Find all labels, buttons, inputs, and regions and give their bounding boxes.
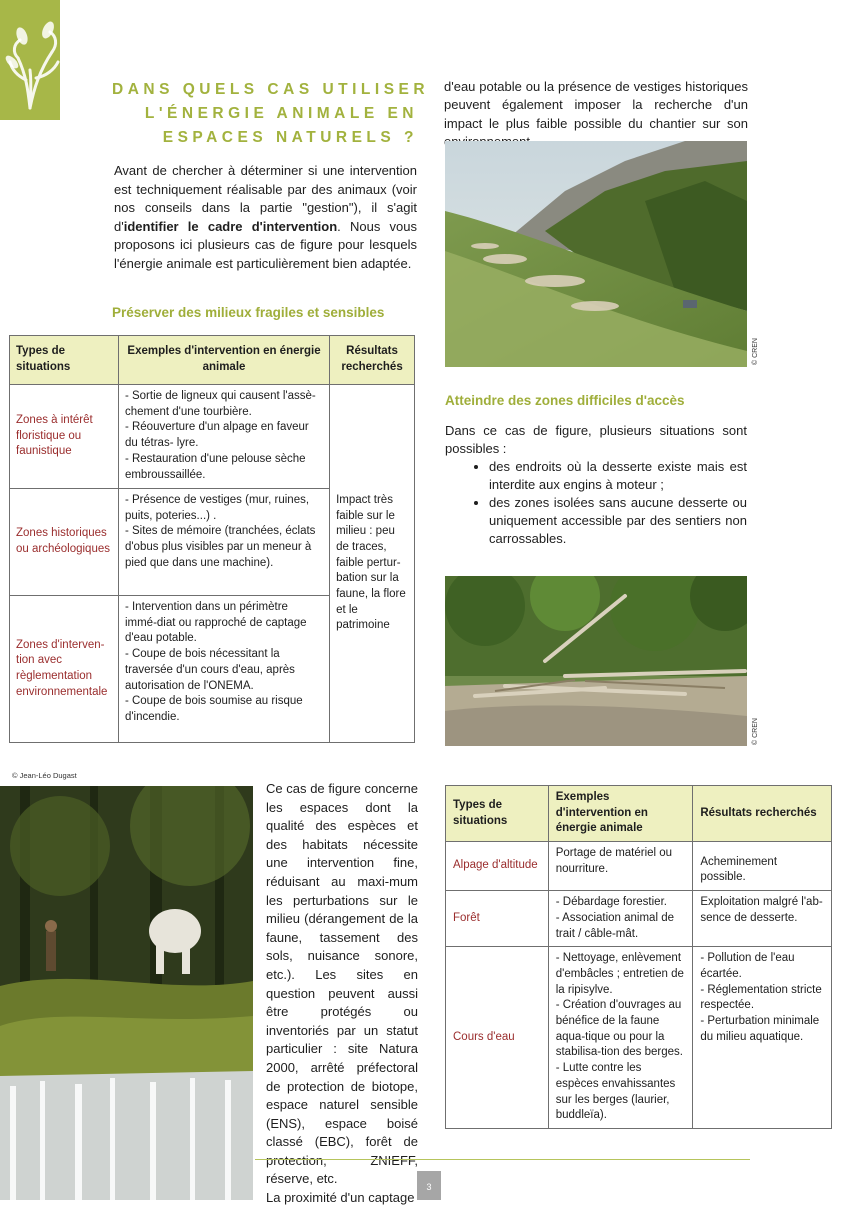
photo-mountain-pasture (445, 141, 747, 367)
situation-cell: Zones historiques ou archéologiques (10, 489, 119, 596)
page-number: 3 (417, 1171, 441, 1200)
right-column-text: d'eau potable ou la présence de vestiges historiques peuvent également imposer la recherche d'un impact le plus faible possible du chantier sur son (444, 79, 748, 131)
table-header-row (446, 786, 832, 842)
table-fragile-sites (9, 335, 415, 743)
intro-paragraph (114, 162, 417, 274)
intro-bold: identifier le cadre d'intervention (123, 218, 338, 234)
header-situations: Types de situations (446, 786, 549, 842)
section-heading-fragile: Préserver des milieux fragiles et sensibles (112, 305, 385, 320)
photo-horse-forest (0, 786, 253, 1200)
title-line-3: ESPACES NATURELS ? (162, 129, 418, 146)
examples-cell: - Présence de vestiges (mur, ruines, puits, poteries...) . - Sites de mémoire (tranchées, éclats d'obus plus visibles par un meneur à pied que dans une machine). (118, 489, 329, 596)
footer-rule (255, 1159, 750, 1160)
header-situations: Types de situations (10, 336, 119, 385)
examples-cell: - Intervention dans un périmètre immé-diat ou rapproché de captage d'eau potable. - Coupe de bois nécessitant la traversée d'un cours d'eau, après autorisation de l'ONEMA. - Coupe de bois soumise au risque d'incendie. (118, 596, 329, 743)
photo-river-deadwood (445, 576, 747, 746)
results-cell: - Pollution de l'eau écartée. - Réglementation stricte respectée. - Perturbation minimale du milieu aquatique. (693, 947, 832, 1129)
table-row (446, 891, 832, 947)
list-item: • des zones isolées sans aucune desserte ou uniquement accessible par des sentiers non carrossables. (489, 494, 747, 548)
intro-part-2: . Nous vous proposons ici plusieurs cas de figure pour lesquels l'énergie animale est particulièrement bien adaptée. (114, 218, 417, 271)
page-title (112, 78, 430, 150)
photo-credit: © CREN (752, 718, 759, 745)
header-examples: Exemples d'intervention en énergie animale (548, 786, 693, 842)
situation-cell: Zones d'interven-tion avec règlementation environnementale (10, 596, 119, 743)
examples-cell: - Nettoyage, enlèvement d'embâcles ; entretien de la ripisylve. - Création d'ouvrages au bénéfice de la faune aqua-tique ou pour la stabilisa-tion des berges. - Lutte contre les espèces envahissantes sur les berges (laurier, buddleïa). (548, 947, 693, 1129)
access-list (445, 458, 747, 548)
results-cell: Acheminement possible. (693, 842, 832, 891)
examples-cell: - Débardage forestier. - Association animal de trait / câble-mât. (548, 891, 693, 947)
header-examples: Exemples d'intervention en énergie animale (118, 336, 329, 385)
photo-credit: © CREN (752, 338, 759, 365)
access-intro: Dans ce cas de figure, plusieurs situations sont possibles : (445, 423, 747, 456)
intro-part-1: Avant de chercher à déterminer si une intervention est techniquement réalisable par des animaux (voir nos conseils dans la partie "gestion"), il s'agit d' (114, 163, 417, 234)
header-results: Résultats recherchés (330, 336, 415, 385)
body-paragraph-natural-areas: Ce cas de figure concerne les espaces dont la qualité des espèces et des habitats nécessite une intervention fine, réduisant au maxi-mum les perturbations sur le milieu (dérangement de la faune, tassement des sols, nuisance sonore, etc.). Les sites en question peuvent aussi être protégés ou inventoriés par un statut particulier : site Natura 2000, arrêté préfectoral de protection de biotope, espace naturel sensible (ENS), espace boisé classé (EBC), forêt de protection, ZNIEFF, réserve, etc. La proximité d'un captage (266, 781, 418, 1206)
plant-logo-icon (0, 0, 60, 120)
table-header-row (10, 336, 415, 385)
table-difficult-access (445, 785, 832, 1129)
header-results: Résultats recherchés (693, 786, 832, 842)
photo-credit: © Jean-Léo Dugast (12, 771, 77, 780)
situation-cell: Cours d'eau (446, 947, 549, 1129)
table-row (446, 947, 832, 1129)
section-heading-access: Atteindre des zones difficiles d'accès (445, 393, 685, 408)
list-item: • des endroits où la desserte existe mais est interdite aux engins à moteur ; (489, 458, 747, 494)
results-cell: Exploitation malgré l'ab-sence de desserte. (693, 891, 832, 947)
table-row (446, 842, 832, 891)
situation-cell: Alpage d'altitude (446, 842, 549, 891)
results-cell: Impact très faible sur le milieu : peu de traces, faible pertur-bation sur la faune, la flore et le patrimoine (330, 385, 415, 743)
situation-cell: Zones à intérêt floristique ou faunistique (10, 385, 119, 489)
access-paragraph (445, 422, 747, 548)
examples-cell: - Sortie de ligneux qui causent l'assè-chement d'une tourbière. - Réouverture d'un alpage en faveur du tétras- lyre. - Restauration d'une pelouse sèche embroussaillée. (118, 385, 329, 489)
examples-cell: Portage de matériel ou nourriture. (548, 842, 693, 891)
title-line-1: DANS QUELS CAS UTILISER (112, 81, 430, 98)
situation-cell: Forêt (446, 891, 549, 947)
table-row (10, 385, 415, 489)
title-line-2: L'ÉNERGIE ANIMALE EN (144, 105, 418, 122)
logo-block (0, 0, 60, 120)
